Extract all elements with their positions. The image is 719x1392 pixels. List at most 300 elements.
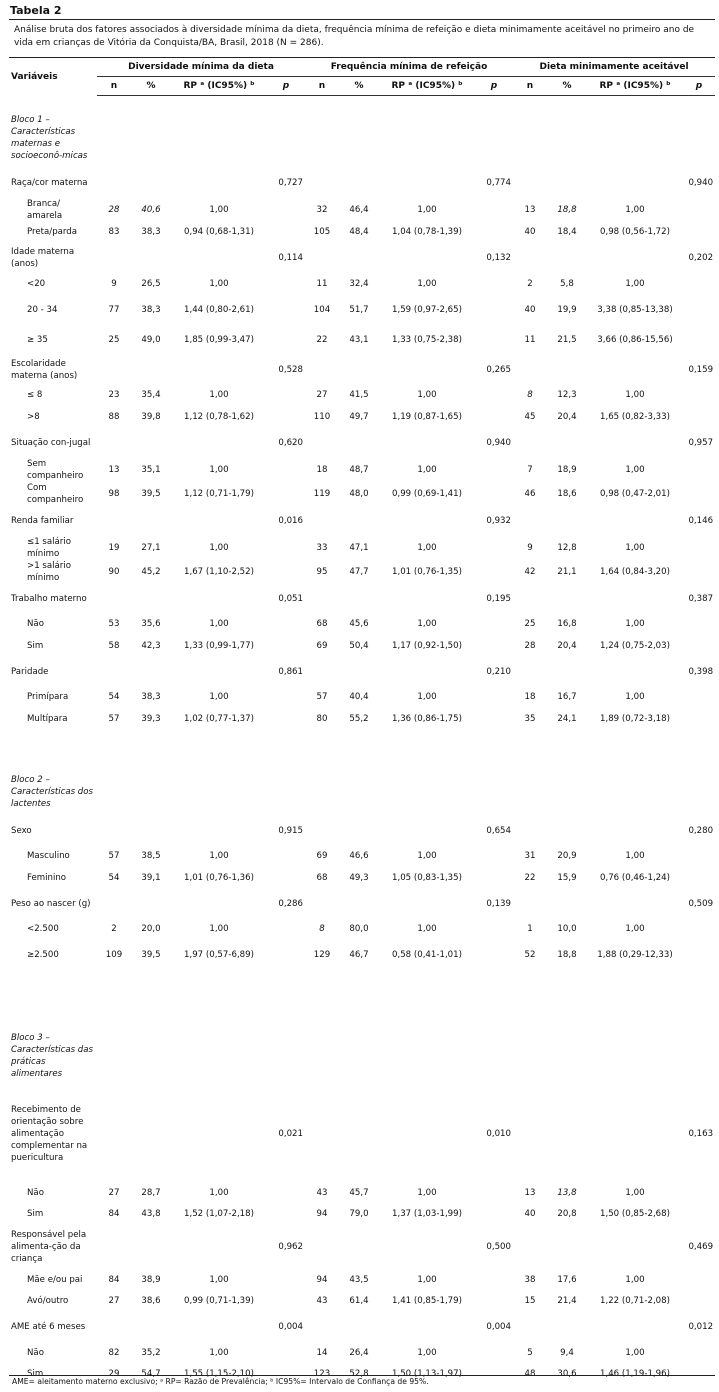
p-cell (267, 273, 305, 295)
rp-cell: 1,00 (417, 692, 437, 703)
rp-cell: 1,41 (0,85-1,79) (392, 1296, 462, 1307)
n-cell (97, 816, 131, 846)
pct-cell (131, 730, 171, 816)
rp-cell (587, 96, 683, 168)
header-rp: RP ᵃ (IC95%) ᵇ (171, 77, 267, 96)
rp-cell: 1,00 (417, 390, 437, 401)
p-cell (683, 1269, 715, 1291)
category-label: Preta/parda (27, 227, 78, 238)
pct-cell (339, 428, 379, 458)
table-row (9, 273, 715, 295)
n-cell: 77 (108, 304, 120, 315)
pct-cell: 20,8 (557, 1209, 577, 1220)
n-cell (97, 730, 131, 816)
pct-cell: 40,6 (141, 204, 161, 215)
n-cell: 2 (111, 924, 117, 935)
p-cell (475, 406, 513, 428)
category-label: <20 (27, 278, 46, 289)
pct-cell: 48,0 (349, 488, 369, 499)
category-label: >1 salário mínimo (27, 560, 71, 583)
p-cell (683, 708, 715, 730)
p-cell (475, 635, 513, 657)
rp-cell (587, 730, 683, 816)
pct-cell: 16,8 (557, 619, 577, 630)
n-cell: 54 (108, 872, 120, 883)
rp-cell: 1,85 (0,99-3,47) (184, 334, 254, 345)
p-cell (267, 940, 305, 970)
n-cell: 52 (524, 950, 536, 960)
n-cell: 31 (524, 851, 536, 862)
pct-cell (547, 1086, 587, 1182)
p-cell: 0,139 (486, 898, 511, 909)
n-cell (97, 657, 131, 687)
n-cell (513, 1086, 547, 1182)
table-row (9, 1182, 715, 1204)
table-row (9, 1342, 715, 1364)
pct-cell: 18,6 (557, 488, 577, 499)
n-cell (513, 730, 547, 816)
pct-cell (339, 1225, 379, 1269)
pct-cell: 24,1 (557, 713, 577, 724)
rp-cell: 1,00 (417, 924, 437, 935)
n-cell: 22 (524, 872, 536, 883)
table-body (9, 96, 715, 1386)
p-cell (683, 867, 715, 889)
pct-cell: 39,3 (141, 713, 161, 724)
n-cell: 7 (527, 464, 533, 475)
pct-cell: 21,5 (557, 334, 577, 345)
category-label: Sim (27, 1209, 44, 1220)
n-cell (305, 730, 339, 816)
pct-cell: 18,9 (557, 464, 577, 475)
p-cell (475, 198, 513, 222)
p-cell: 0,727 (278, 177, 303, 188)
n-cell: 18 (524, 692, 536, 703)
rp-cell: 0,58 (0,41-1,01) (392, 950, 462, 960)
variable-label: Renda familiar (11, 515, 74, 526)
p-cell (683, 273, 715, 295)
pct-cell (547, 730, 587, 816)
category-label: ≤1 salário mínimo (27, 536, 71, 559)
table-title: Tabela 2 (10, 4, 62, 17)
rp-cell: 3,38 (0,85-13,38) (597, 304, 673, 315)
pct-cell (547, 816, 587, 846)
rp-cell: 1,59 (0,97-2,65) (392, 304, 462, 315)
rp-cell: 1,00 (625, 278, 645, 289)
n-cell: 43 (316, 1187, 328, 1198)
pct-cell: 39,8 (141, 411, 161, 422)
category-label: Sem companheiro (27, 458, 84, 481)
p-cell (475, 1182, 513, 1204)
rp-cell: 1,00 (625, 1187, 645, 1198)
pct-cell: 43,1 (349, 334, 369, 345)
category-label: Masculino (27, 851, 70, 862)
n-cell: 57 (108, 851, 120, 862)
p-cell (475, 273, 513, 295)
pct-cell: 45,7 (349, 1187, 369, 1198)
rp-cell: 1,22 (0,71-2,08) (600, 1296, 670, 1307)
category-label: Primípara (27, 692, 69, 703)
n-cell: 40 (524, 1209, 536, 1220)
rp-cell: 1,00 (209, 1274, 229, 1285)
rp-cell: 1,50 (1,13-1,97) (392, 1369, 462, 1380)
p-cell (683, 730, 715, 816)
pct-cell (131, 816, 171, 846)
variable-label: Responsável pela alimenta-ção da criança (11, 1230, 87, 1264)
rp-cell: 1,00 (417, 1187, 437, 1198)
rp-cell (379, 657, 475, 687)
pct-cell: 38,5 (141, 851, 161, 862)
rp-cell: 1,64 (0,84-3,20) (600, 566, 670, 577)
n-cell (513, 816, 547, 846)
pct-cell: 48,4 (349, 227, 369, 238)
p-cell: 0,195 (486, 593, 511, 604)
variable-row (9, 428, 715, 458)
p-cell: 0,004 (278, 1322, 303, 1332)
rp-cell (587, 1225, 683, 1269)
header-pct: % (339, 77, 379, 96)
n-cell (97, 168, 131, 198)
pct-cell: 21,4 (557, 1296, 577, 1307)
p-cell (683, 458, 715, 482)
table-row (9, 385, 715, 407)
pct-cell: 49,7 (349, 411, 369, 422)
p-cell: 0,051 (278, 593, 303, 604)
pct-cell: 20,4 (557, 640, 577, 651)
p-cell (683, 1204, 715, 1226)
n-cell: 5 (527, 1347, 533, 1358)
pct-cell (339, 243, 379, 273)
header-n: n (305, 77, 339, 96)
n-cell: 42 (524, 566, 536, 577)
pct-cell (339, 1086, 379, 1182)
n-cell (305, 657, 339, 687)
pct-cell: 38,6 (141, 1296, 161, 1307)
pct-cell: 46,4 (349, 204, 369, 215)
rp-cell (379, 1086, 475, 1182)
table-row (9, 406, 715, 428)
n-cell: 1 (527, 924, 533, 935)
p-cell (267, 325, 305, 355)
n-cell: 129 (313, 950, 331, 960)
pct-cell: 32,4 (349, 278, 369, 289)
pct-cell (131, 1086, 171, 1182)
p-cell (683, 536, 715, 560)
pct-cell: 18,8 (557, 950, 577, 960)
table-row (9, 708, 715, 730)
rp-cell (379, 816, 475, 846)
table-row (9, 458, 715, 482)
n-cell (97, 428, 131, 458)
category-label: >8 (27, 411, 40, 422)
pct-cell (131, 1312, 171, 1342)
rp-cell: 1,00 (417, 1274, 437, 1285)
variable-row (9, 816, 715, 846)
variable-row (9, 584, 715, 614)
rp-cell: 1,00 (209, 542, 229, 553)
p-cell (267, 536, 305, 560)
p-cell (475, 222, 513, 244)
category-label: Não (27, 619, 44, 630)
pct-cell: 15,9 (557, 872, 577, 883)
n-cell: 90 (108, 566, 120, 577)
n-cell: 110 (313, 411, 331, 422)
rp-cell (379, 730, 475, 816)
rp-cell: 1,02 (0,77-1,37) (184, 713, 254, 724)
rp-cell: 1,00 (625, 464, 645, 475)
pct-cell: 50,4 (349, 640, 369, 651)
p-cell (683, 919, 715, 941)
pct-cell: 47,1 (349, 542, 369, 553)
pct-cell: 47,7 (349, 566, 369, 577)
table-row (9, 1269, 715, 1291)
n-cell (97, 889, 131, 919)
rp-cell: 1,01 (0,76-1,35) (392, 566, 462, 577)
p-cell: 0,957 (688, 437, 714, 448)
rp-cell: 0,99 (0,69-1,41) (392, 488, 462, 499)
n-cell: 23 (108, 390, 120, 401)
pct-cell: 30,6 (557, 1369, 577, 1380)
rp-cell: 1,67 (1,10-2,52) (184, 566, 254, 577)
p-cell (683, 940, 715, 970)
n-cell: 123 (313, 1369, 331, 1380)
n-cell: 94 (316, 1274, 328, 1285)
variable-label: Peso ao nascer (g) (11, 898, 91, 909)
header-minimum-dietary-diversity: Diversidade mínima da dieta (97, 58, 305, 77)
pct-cell: 45,2 (141, 566, 161, 577)
pct-cell: 80,0 (349, 924, 369, 935)
category-label: Sim (27, 1369, 44, 1380)
p-cell (475, 96, 513, 168)
pct-cell (547, 243, 587, 273)
p-cell (267, 406, 305, 428)
pct-cell: 46,7 (349, 950, 369, 960)
rp-cell (171, 584, 267, 614)
rp-cell: 1,00 (625, 619, 645, 630)
table-row (9, 222, 715, 244)
n-cell (97, 970, 131, 1086)
rp-cell (587, 168, 683, 198)
pct-cell: 35,1 (141, 464, 161, 475)
rp-cell: 1,00 (209, 278, 229, 289)
n-cell (305, 506, 339, 536)
category-label: Não (27, 1347, 44, 1358)
p-cell (267, 1204, 305, 1226)
rp-cell: 1,00 (417, 619, 437, 630)
n-cell: 45 (524, 411, 536, 422)
data-table (9, 58, 715, 1385)
p-cell (683, 96, 715, 168)
n-cell: 109 (105, 950, 123, 960)
n-cell (305, 1225, 339, 1269)
rp-cell (379, 168, 475, 198)
n-cell: 2 (527, 278, 533, 289)
rp-cell: 1,37 (1,03-1,99) (392, 1209, 462, 1220)
pct-cell: 20,4 (557, 411, 577, 422)
n-cell (513, 1225, 547, 1269)
rp-cell (379, 243, 475, 273)
n-cell: 88 (108, 411, 120, 422)
n-cell (513, 355, 547, 385)
pct-cell: 39,5 (141, 488, 161, 499)
p-cell (267, 96, 305, 168)
p-cell (475, 940, 513, 970)
p-cell (683, 325, 715, 355)
pct-cell: 38,3 (141, 304, 161, 315)
rp-cell: 1,00 (209, 1187, 229, 1198)
p-cell (683, 1182, 715, 1204)
n-cell (305, 584, 339, 614)
category-label: Não (27, 1187, 44, 1198)
variable-row (9, 355, 715, 385)
p-cell (475, 970, 513, 1086)
pct-cell (131, 657, 171, 687)
p-cell (683, 635, 715, 657)
n-cell: 119 (313, 488, 331, 499)
top-rule (9, 19, 715, 20)
n-cell: 8 (319, 924, 325, 935)
rp-cell: 1,12 (0,71-1,79) (184, 488, 254, 499)
pct-cell: 35,4 (141, 390, 161, 401)
p-cell: 0,016 (278, 515, 303, 526)
rp-cell: 1,52 (1,07-2,18) (184, 1209, 254, 1220)
p-cell: 0,915 (278, 825, 303, 836)
n-cell: 104 (313, 304, 331, 315)
n-cell: 38 (524, 1274, 536, 1285)
rp-cell: 1,04 (0,78-1,39) (392, 227, 462, 238)
p-cell: 0,387 (688, 593, 714, 604)
rp-cell: 0,99 (0,71-1,39) (184, 1296, 254, 1307)
pct-cell: 26,5 (141, 278, 161, 289)
pct-cell: 54,7 (141, 1369, 161, 1380)
p-cell (267, 295, 305, 325)
pct-cell: 38,9 (141, 1274, 161, 1285)
rp-cell (171, 970, 267, 1086)
pct-cell (547, 96, 587, 168)
p-cell (475, 614, 513, 636)
table-row (9, 536, 715, 560)
variable-label: Paridade (11, 666, 49, 677)
p-cell (475, 458, 513, 482)
n-cell: 29 (108, 1369, 120, 1380)
p-cell (475, 1204, 513, 1226)
n-cell: 98 (108, 488, 120, 499)
pct-cell (339, 730, 379, 816)
p-cell (267, 708, 305, 730)
rp-cell: 0,98 (0,47-2,01) (600, 488, 670, 499)
rp-cell: 1,46 (1,19-1,96) (600, 1369, 670, 1380)
p-cell (267, 1182, 305, 1204)
pct-cell (339, 1312, 379, 1342)
pct-cell (547, 889, 587, 919)
pct-cell: 35,6 (141, 619, 161, 630)
p-cell (267, 687, 305, 709)
p-cell (475, 687, 513, 709)
pct-cell: 19,9 (557, 304, 577, 315)
pct-cell: 13,8 (557, 1187, 577, 1198)
rp-cell: 1,00 (209, 924, 229, 935)
n-cell: 27 (108, 1187, 120, 1198)
variable-label: Trabalho materno (11, 593, 87, 604)
n-cell: 84 (108, 1209, 120, 1220)
pct-cell: 10,0 (557, 924, 577, 935)
n-cell: 13 (108, 464, 120, 475)
pct-cell: 51,7 (349, 304, 369, 315)
table-footnote: AME= aleitamento materno exclusivo; ᵃ RP= Razão de Prevalência; ᵇ IC95%= Intervalo de Confiança de 95%. (12, 1377, 429, 1386)
rp-cell: 1,00 (625, 924, 645, 935)
rp-cell (379, 506, 475, 536)
n-cell: 68 (316, 872, 328, 883)
block-row (9, 96, 715, 168)
n-cell: 35 (524, 713, 536, 724)
n-cell: 22 (316, 334, 328, 345)
pct-cell: 17,6 (557, 1274, 577, 1285)
p-cell (475, 867, 513, 889)
rp-cell (171, 168, 267, 198)
pct-cell (131, 1225, 171, 1269)
rp-cell: 1,00 (625, 542, 645, 553)
rp-cell: 1,00 (209, 204, 229, 215)
p-cell (267, 458, 305, 482)
rp-cell: 1,00 (209, 619, 229, 630)
rp-cell: 1,00 (209, 464, 229, 475)
category-label: Branca/ amarela (27, 198, 63, 221)
pct-cell: 16,7 (557, 692, 577, 703)
n-cell (305, 428, 339, 458)
rp-cell (171, 1225, 267, 1269)
pct-cell (131, 355, 171, 385)
rp-cell: 1,00 (625, 851, 645, 862)
table-row (9, 614, 715, 636)
n-cell: 33 (316, 542, 328, 553)
table-row (9, 482, 715, 506)
n-cell (513, 243, 547, 273)
n-cell (97, 506, 131, 536)
pct-cell: 49,3 (349, 872, 369, 883)
n-cell: 40 (524, 304, 536, 315)
p-cell (683, 1342, 715, 1364)
rp-cell (587, 970, 683, 1086)
pct-cell (547, 1312, 587, 1342)
rp-cell: 1,00 (417, 204, 437, 215)
rp-cell: 1,55 (1,15-2,10) (184, 1369, 254, 1380)
p-cell: 0,010 (486, 1129, 511, 1139)
p-cell (475, 1291, 513, 1313)
pct-cell (339, 96, 379, 168)
pct-cell: 26,4 (349, 1347, 369, 1358)
p-cell: 0,469 (688, 1242, 714, 1252)
rp-cell (379, 584, 475, 614)
n-cell (513, 889, 547, 919)
rp-cell (379, 1225, 475, 1269)
pct-cell: 5,8 (560, 278, 574, 289)
variable-row (9, 1225, 715, 1269)
p-cell: 0,132 (486, 253, 511, 263)
n-cell: 43 (316, 1296, 328, 1307)
n-cell: 68 (316, 619, 328, 630)
pct-cell: 9,4 (560, 1347, 574, 1358)
table-row (9, 635, 715, 657)
header-n: n (513, 77, 547, 96)
pct-cell (547, 1225, 587, 1269)
table-caption: Análise bruta dos fatores associados à diversidade mínima da dieta, frequência mínima de refeição e dieta minimamente aceitável no primeiro ano de vida em crianças de Vitória da Conquista/BA, Brasil, 2018 (N = 286). (14, 25, 695, 48)
rp-cell (587, 506, 683, 536)
pct-cell (547, 657, 587, 687)
pct-cell: 55,2 (349, 713, 369, 724)
n-cell: 57 (316, 692, 328, 703)
rp-cell: 1,00 (417, 1347, 437, 1358)
pct-cell: 40,4 (349, 692, 369, 703)
